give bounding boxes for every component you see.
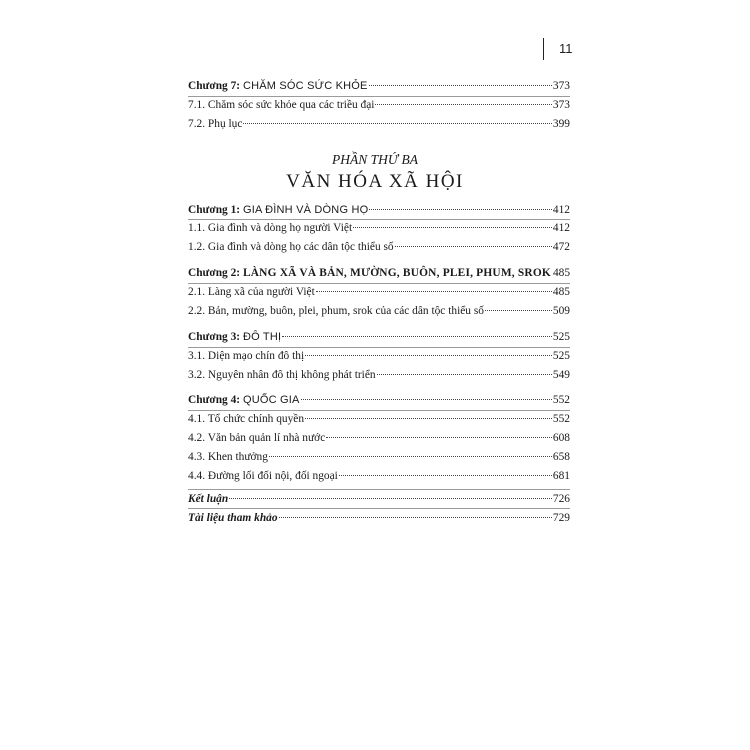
toc-item: 1.1. Gia đình và dòng họ người Việt 412	[188, 222, 570, 234]
toc-item: 4.4. Đường lối đối nội, đối ngoại 681	[188, 470, 570, 482]
toc-item: 2.1. Làng xã của người Việt 485	[188, 286, 570, 298]
part-title: VĂN HÓA XÃ HỘI	[286, 171, 464, 192]
toc-chapter-4: Chương 4: QUỐC GIA 552	[188, 394, 570, 406]
toc-chapter-1: Chương 1: GIA ĐÌNH VÀ DÒNG HỌ 412	[188, 204, 570, 216]
toc-item: 7.1. Chăm sóc sức khỏe qua các triều đại 373	[188, 99, 570, 111]
toc-chapter-2: Chương 2: LÀNG XÃ VÀ BẢN, MƯỜNG, BUÔN, PLEI, PHUM, SROK 485	[188, 267, 571, 279]
chapter-page: 373	[552, 80, 570, 92]
toc-references: Tài liệu tham khảo 729	[188, 512, 570, 524]
part-label: PHẦN THỨ BA	[332, 152, 418, 167]
toc-item: 3.2. Nguyên nhân đô thị không phát triển 549	[188, 369, 570, 381]
header-rule	[543, 38, 544, 60]
toc-item: 1.2. Gia đình và dòng họ các dân tộc thiểu số 472	[188, 241, 570, 253]
toc-item: 4.1. Tổ chức chính quyền 552	[188, 413, 570, 425]
toc-conclusion: Kết luận 726	[188, 493, 570, 505]
chapter-title: Chương 7: CHĂM SÓC SỨC KHỎE	[188, 80, 368, 92]
page-number: 11	[559, 41, 573, 56]
toc-item: 3.1. Diện mạo chín đô thị 525	[188, 350, 570, 362]
toc-item: 7.2. Phụ lục 399	[188, 118, 570, 130]
dot-leader	[369, 85, 552, 86]
toc-chapter-7	[188, 77, 570, 95]
toc-item: 2.2. Bản, mường, buôn, plei, phum, srok của các dân tộc thiểu số 509	[188, 305, 570, 317]
toc-item: 4.2. Văn bản quản lí nhà nước 608	[188, 432, 570, 444]
page-header	[0, 38, 750, 62]
toc-item: 4.3. Khen thưởng 658	[188, 451, 570, 463]
toc-chapter-3: Chương 3: ĐÔ THỊ 525	[188, 331, 570, 343]
